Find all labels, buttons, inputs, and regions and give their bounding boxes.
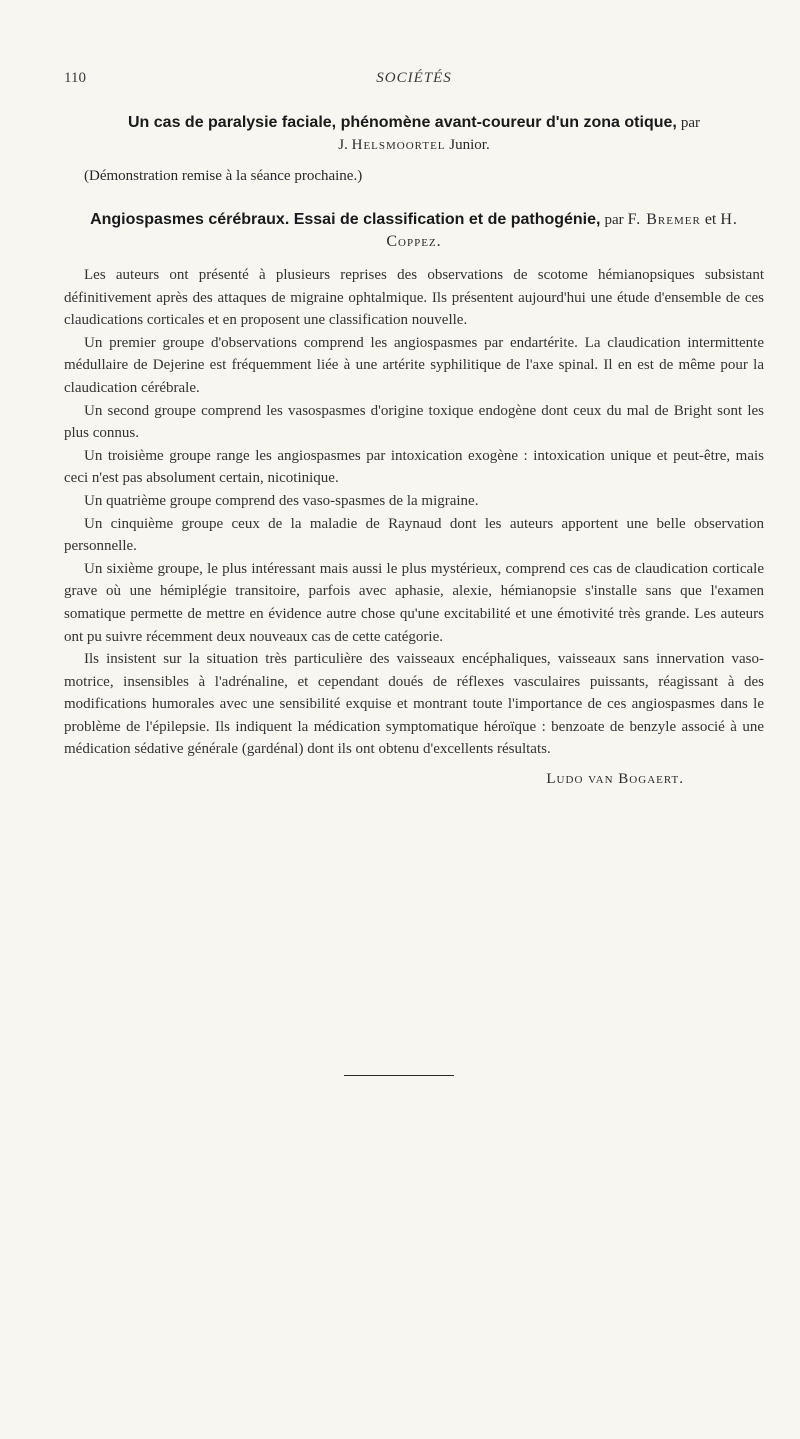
paragraph: Un premier groupe d'observations comprend les angiospasmes par endartérite. La claudication intermittente médullaire de Dejerine est fréquemment liée à une artérite syphilitique de l'axe spinal. Il en est de même pour la claudication cérébrale. bbox=[64, 334, 764, 396]
paragraph: Un sixième groupe, le plus intéressant mais aussi le plus mystérieux, comprend ces cas de claudication corticale grave où une hémiplégie transitoire, parfois avec aphasie, alexie, hémianopsie s'installe sans que l'examen somatique permette de mettre en évidence autre chose qu'une excitabilité et une émotivité très grande. Les auteurs ont pu suivre récemment deux nouveaux cas de cette catégorie. bbox=[64, 560, 764, 645]
article-2-title-block bbox=[64, 209, 764, 252]
author-suffix: Junior. bbox=[449, 137, 490, 153]
document-page bbox=[64, 70, 764, 788]
header-title: SOCIÉTÉS bbox=[376, 70, 452, 86]
paragraph: Un quatrième groupe comprend des vaso-spasmes de la migraine. bbox=[84, 492, 479, 509]
author-initial: J. bbox=[338, 137, 348, 153]
paragraph: Ils insistent sur la situation très particulière des vaisseaux encéphaliques, vaisseaux sans innervation vaso-motrice, insensibles à l'adrénaline, et cependant doués de réflexes vasculaires puissants, réagissant à des modifications humorales avec une sensibilité exquise et montrant toute l'importance de ces angiospasmes dans le problème de l'épilepsie. Ils indiquent la médication symptomatique héroïque : benzoate de benzyle associé à une médication sédative générale (gardénal) dont ils ont obtenu d'excellents résultats. bbox=[64, 651, 764, 758]
article-2-par: par bbox=[604, 212, 624, 228]
article-2-body bbox=[64, 264, 764, 761]
article-1-par: par bbox=[680, 115, 700, 131]
section-divider bbox=[344, 1075, 454, 1076]
article-1-note: (Démonstration remise à la séance prochaine.) bbox=[84, 168, 363, 184]
article-2-author-2: H. Coppez. bbox=[386, 211, 738, 250]
paragraph: Un troisième groupe range les angiospasmes par intoxication exogène : intoxication unique et peut-être, mais ceci n'est pas absolument certain, nicotinique. bbox=[64, 447, 764, 487]
article-2-and: et bbox=[704, 211, 717, 228]
article-1-author bbox=[338, 137, 489, 153]
page-number: 110 bbox=[64, 70, 86, 86]
article-1-title-block bbox=[64, 112, 764, 156]
article-2-title: Angiospasmes cérébraux. Essai de classification et de pathogénie, bbox=[90, 211, 601, 228]
running-head bbox=[64, 70, 764, 96]
article-1-title: Un cas de paralysie faciale, phénomène avant-coureur d'un zona otique, bbox=[128, 114, 677, 131]
paragraph: Un second groupe comprend les vasospasmes d'origine toxique endogène dont ceux du mal de Bright sont les plus connus. bbox=[64, 402, 764, 442]
paragraph: Un cinquième groupe ceux de la maladie de Raynaud dont les auteurs apportent une belle observation personnelle. bbox=[64, 515, 764, 555]
signature: Ludo van Bogaert. bbox=[546, 771, 684, 788]
author-name: Helsmoortel bbox=[351, 137, 446, 153]
article-2-author-1: F. Bremer bbox=[627, 211, 701, 228]
paragraph: Les auteurs ont présenté à plusieurs reprises des observations de scotome hémianopsiques subsistant définitivement après des attaques de migraine ophtalmique. Ils présentent aujourd'hui une étude d'ensemble de ces claudications corticales et en proposent une classification nouvelle. bbox=[64, 267, 764, 329]
